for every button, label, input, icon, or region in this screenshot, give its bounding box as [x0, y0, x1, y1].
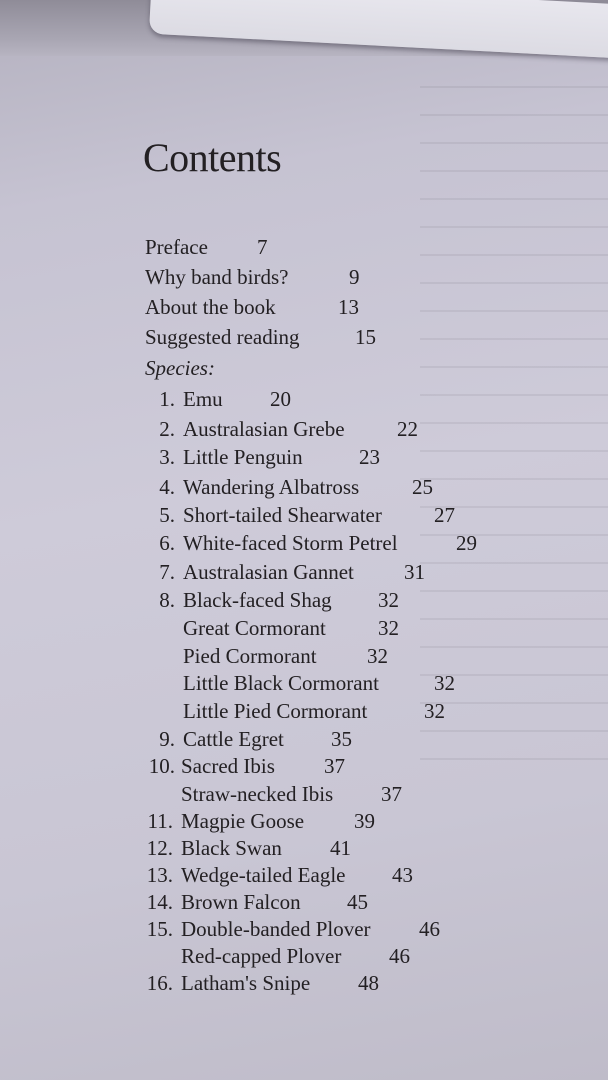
species-page: 37 [324, 754, 345, 778]
species-page: 31 [404, 560, 425, 584]
species-number: 6. [159, 531, 175, 555]
species-name: Wandering Albatross [183, 475, 360, 499]
species-section-label: Species: [145, 356, 215, 380]
species-page: 32 [424, 699, 445, 723]
species-number: 14. [146, 890, 173, 914]
species-name: Straw-necked Ibis [181, 782, 334, 806]
species-page: 43 [392, 863, 413, 887]
species-name: Brown Falcon [181, 890, 301, 914]
species-page: 35 [331, 727, 352, 751]
species-name: Great Cormorant [183, 616, 326, 640]
species-name: Australasian Gannet [183, 560, 354, 584]
species-number: 10. [148, 754, 175, 778]
species-page: 20 [270, 387, 291, 411]
toc-entry-title: Preface [145, 235, 208, 259]
species-name: Little Penguin [183, 445, 303, 469]
species-page: 46 [419, 917, 440, 941]
species-page: 23 [359, 445, 380, 469]
species-page: 37 [381, 782, 402, 806]
toc-entry-title: About the book [145, 295, 276, 319]
species-name: Wedge-tailed Eagle [181, 863, 346, 887]
species-name: Magpie Goose [181, 809, 305, 833]
species-name: Sacred Ibis [181, 754, 275, 778]
species-page: 46 [389, 944, 410, 968]
species-page: 41 [330, 836, 351, 860]
species-page: 32 [434, 671, 455, 695]
species-number: 7. [159, 560, 175, 584]
species-name: Cattle Egret [183, 727, 284, 751]
species-page: 32 [378, 588, 399, 612]
toc-entry-page: 7 [257, 235, 268, 259]
species-page: 27 [434, 503, 455, 527]
species-page: 39 [354, 809, 375, 833]
species-name: Black-faced Shag [183, 588, 332, 612]
toc-entry-page: 15 [355, 325, 376, 349]
toc-entry-page: 13 [338, 295, 359, 319]
species-number: 11. [147, 809, 173, 833]
species-name: Black Swan [181, 836, 282, 860]
species-page: 32 [378, 616, 399, 640]
species-number: 9. [159, 727, 175, 751]
show-through-text [420, 60, 608, 760]
toc-entry-title: Why band birds? [145, 265, 289, 289]
toc-entry-title: Suggested reading [145, 325, 300, 349]
species-name: Latham's Snipe [181, 971, 311, 995]
species-number: 16. [146, 971, 173, 995]
species-number: 4. [159, 475, 175, 499]
species-name: Emu [183, 387, 223, 411]
species-number: 12. [146, 836, 173, 860]
species-name: Little Pied Cormorant [183, 699, 368, 723]
species-number: 15. [146, 917, 173, 941]
species-number: 2. [159, 417, 175, 441]
species-number: 8. [159, 588, 175, 612]
species-number: 3. [159, 445, 175, 469]
species-number: 5. [159, 503, 175, 527]
species-page: 32 [367, 644, 388, 668]
species-name: Red-capped Plover [181, 944, 342, 968]
page-title: Contents [143, 135, 282, 180]
species-name: White-faced Storm Petrel [183, 531, 398, 555]
species-number: 1. [159, 387, 175, 411]
toc-entry-page: 9 [349, 265, 360, 289]
species-name: Short-tailed Shearwater [183, 503, 382, 527]
species-name: Double-banded Plover [181, 917, 371, 941]
species-page: 22 [397, 417, 418, 441]
species-number: 13. [146, 863, 173, 887]
species-page: 29 [456, 531, 477, 555]
species-name: Pied Cormorant [183, 644, 317, 668]
species-page: 25 [412, 475, 433, 499]
species-name: Little Black Cormorant [183, 671, 379, 695]
species-name: Australasian Grebe [183, 417, 345, 441]
species-page: 45 [347, 890, 368, 914]
species-page: 48 [358, 971, 379, 995]
